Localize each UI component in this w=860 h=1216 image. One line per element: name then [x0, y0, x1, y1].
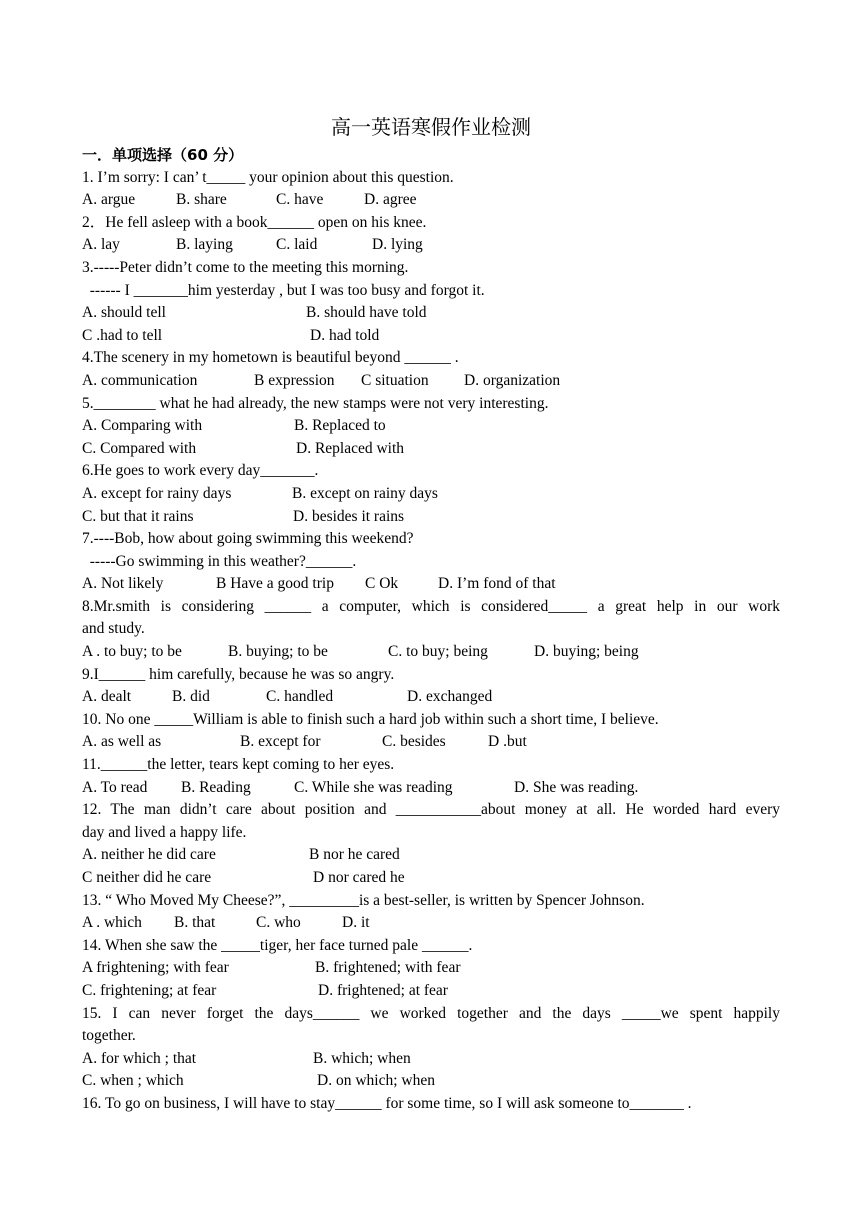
options-row: [82, 370, 780, 393]
question-stem-continued: day and lived a happy life.: [82, 823, 247, 841]
question-reply: -----Go swimming in this weather?______.: [82, 552, 357, 570]
option-d: D .but: [488, 733, 527, 751]
option-d: D. organization: [464, 371, 561, 389]
option-a: A . which: [82, 914, 142, 932]
option-b: B. did: [172, 688, 210, 706]
options-row: [82, 189, 780, 212]
option-d: D. buying; being: [534, 643, 639, 661]
option-a: A. should tell: [82, 304, 166, 322]
question-stem: 8.Mr.smith is considering ______ a computer, which is considered_____ a great help in our work: [82, 597, 780, 615]
options-row: [82, 1048, 780, 1071]
option-c: C. have: [276, 191, 324, 209]
question-stem: 7.----Bob, how about going swimming this weekend?: [82, 530, 414, 548]
option-b: B. except for: [240, 733, 321, 751]
option-c: C. who: [256, 914, 301, 932]
option-a: A. argue: [82, 191, 136, 209]
question-stem: 5.________ what he had already, the new stamps were not very interesting.: [82, 394, 549, 412]
option-a: A. dealt: [82, 688, 132, 706]
option-c: C Ok: [365, 575, 399, 593]
option-a: A. for which ; that: [82, 1049, 197, 1067]
options-row: [82, 641, 780, 664]
question-stem-continued: together.: [82, 1027, 136, 1045]
option-c: C .had to tell: [82, 326, 163, 344]
page-title: 高一英语寒假作业检测: [331, 115, 531, 139]
option-c: C. but that it rains: [82, 507, 194, 525]
question-stem: 13. “ Who Moved My Cheese?”, _________is a best-seller, is written by Spencer Johnson.: [82, 891, 645, 909]
question-stem: 3.-----Peter didn’t come to the meeting this morning.: [82, 258, 409, 276]
option-b: B. that: [174, 914, 216, 932]
option-b: B. should have told: [306, 304, 427, 322]
option-b: B expression: [254, 371, 335, 389]
options-row: [82, 483, 780, 506]
option-a: A. as well as: [82, 733, 162, 751]
option-d: D nor cared he: [313, 869, 405, 886]
option-d: D. I’m fond of that: [438, 575, 556, 593]
options-row: [82, 573, 780, 596]
option-b: B. laying: [176, 236, 233, 254]
option-a: A. To read: [82, 778, 148, 796]
option-c: C. While she was reading: [294, 778, 453, 796]
option-a: A frightening; with fear: [82, 959, 229, 977]
option-a: A. neither he did care: [82, 846, 216, 864]
option-d: D. had told: [310, 326, 380, 344]
option-c: C. handled: [266, 688, 334, 706]
option-a: A. Not likely: [82, 575, 164, 593]
question-stem: 12. The man didn’t care about position and ___________about money at all. He worded hard every: [82, 801, 780, 819]
options-row: [82, 325, 780, 348]
option-b: B. share: [176, 191, 227, 209]
option-b: B. Replaced to: [294, 417, 386, 435]
option-d: D. on which; when: [317, 1072, 435, 1090]
question-reply: ------ I _______him yesterday , but I was too busy and forgot it.: [82, 281, 485, 299]
option-a: A . to buy; to be: [82, 643, 182, 661]
question-stem: 15. I can never forget the days______ we worked together and the days _____we spent happily: [82, 1004, 780, 1022]
question-stem: 14. When she saw the _____tiger, her face turned pale ______.: [82, 936, 473, 954]
question-stem-continued: and study.: [82, 620, 145, 638]
option-a: A. Comparing with: [82, 417, 203, 435]
option-d: D. She was reading.: [514, 778, 639, 796]
options-row: [82, 912, 780, 935]
options-row: [82, 686, 780, 709]
option-b: B. buying; to be: [228, 643, 328, 661]
option-d: D. Replaced with: [296, 439, 405, 457]
options-row: [82, 777, 780, 800]
options-row: [82, 415, 780, 438]
option-b: B Have a good trip: [216, 575, 334, 593]
option-d: D. lying: [372, 236, 423, 254]
question-stem: 9.I______ him carefully, because he was so angry.: [82, 665, 395, 683]
option-d: D. agree: [364, 191, 417, 209]
option-b: B nor he cared: [309, 846, 400, 864]
options-row: [82, 731, 780, 754]
option-b: B. frightened; with fear: [315, 959, 461, 977]
section-heading: 一．单项选择（60 分）: [82, 146, 244, 164]
option-c: C. laid: [276, 236, 318, 254]
options-row: [82, 302, 780, 325]
question-stem: 4.The scenery in my hometown is beautiful beyond ______ .: [82, 349, 459, 367]
exam-page: [82, 112, 780, 1116]
question-stem: 6.He goes to work every day_______.: [82, 462, 319, 480]
question-stem: 10. No one _____William is able to finish such a hard job within such a short time, I believe.: [82, 710, 659, 728]
option-d: D. it: [342, 914, 370, 932]
option-c: C. besides: [382, 733, 446, 751]
option-b: B. Reading: [181, 778, 251, 796]
option-a: A. communication: [82, 371, 198, 389]
option-c: C. to buy; being: [388, 643, 488, 661]
option-c: C. Compared with: [82, 439, 197, 457]
question-stem: 11.______the letter, tears kept coming to her eyes.: [82, 756, 395, 774]
options-row: [82, 1070, 780, 1093]
option-b: B. except on rainy days: [292, 484, 438, 502]
option-d: D. besides it rains: [293, 507, 405, 525]
option-c: C neither did he care: [82, 869, 212, 886]
options-row: [82, 506, 780, 529]
option-c: C. when ; which: [82, 1072, 184, 1090]
options-row: [82, 438, 780, 461]
options-row: [82, 234, 780, 257]
options-row: [82, 867, 780, 890]
option-d: D. exchanged: [407, 688, 493, 706]
question-stem: 2．He fell asleep with a book______ open on his knee.: [82, 213, 427, 231]
option-c: C. frightening; at fear: [82, 981, 217, 999]
options-row: [82, 980, 780, 1003]
question-stem: 1. I’m sorry: I can’ t_____ your opinion about this question.: [82, 168, 454, 186]
option-c: C situation: [361, 371, 429, 389]
option-d: D. frightened; at fear: [318, 981, 448, 999]
options-row: [82, 844, 780, 867]
option-b: B. which; when: [313, 1049, 411, 1067]
question-stem: 16. To go on business, I will have to stay______ for some time, so I will ask someone to_______ .: [82, 1094, 692, 1112]
options-row: [82, 957, 780, 980]
option-a: A. except for rainy days: [82, 484, 232, 502]
option-a: A. lay: [82, 236, 120, 254]
